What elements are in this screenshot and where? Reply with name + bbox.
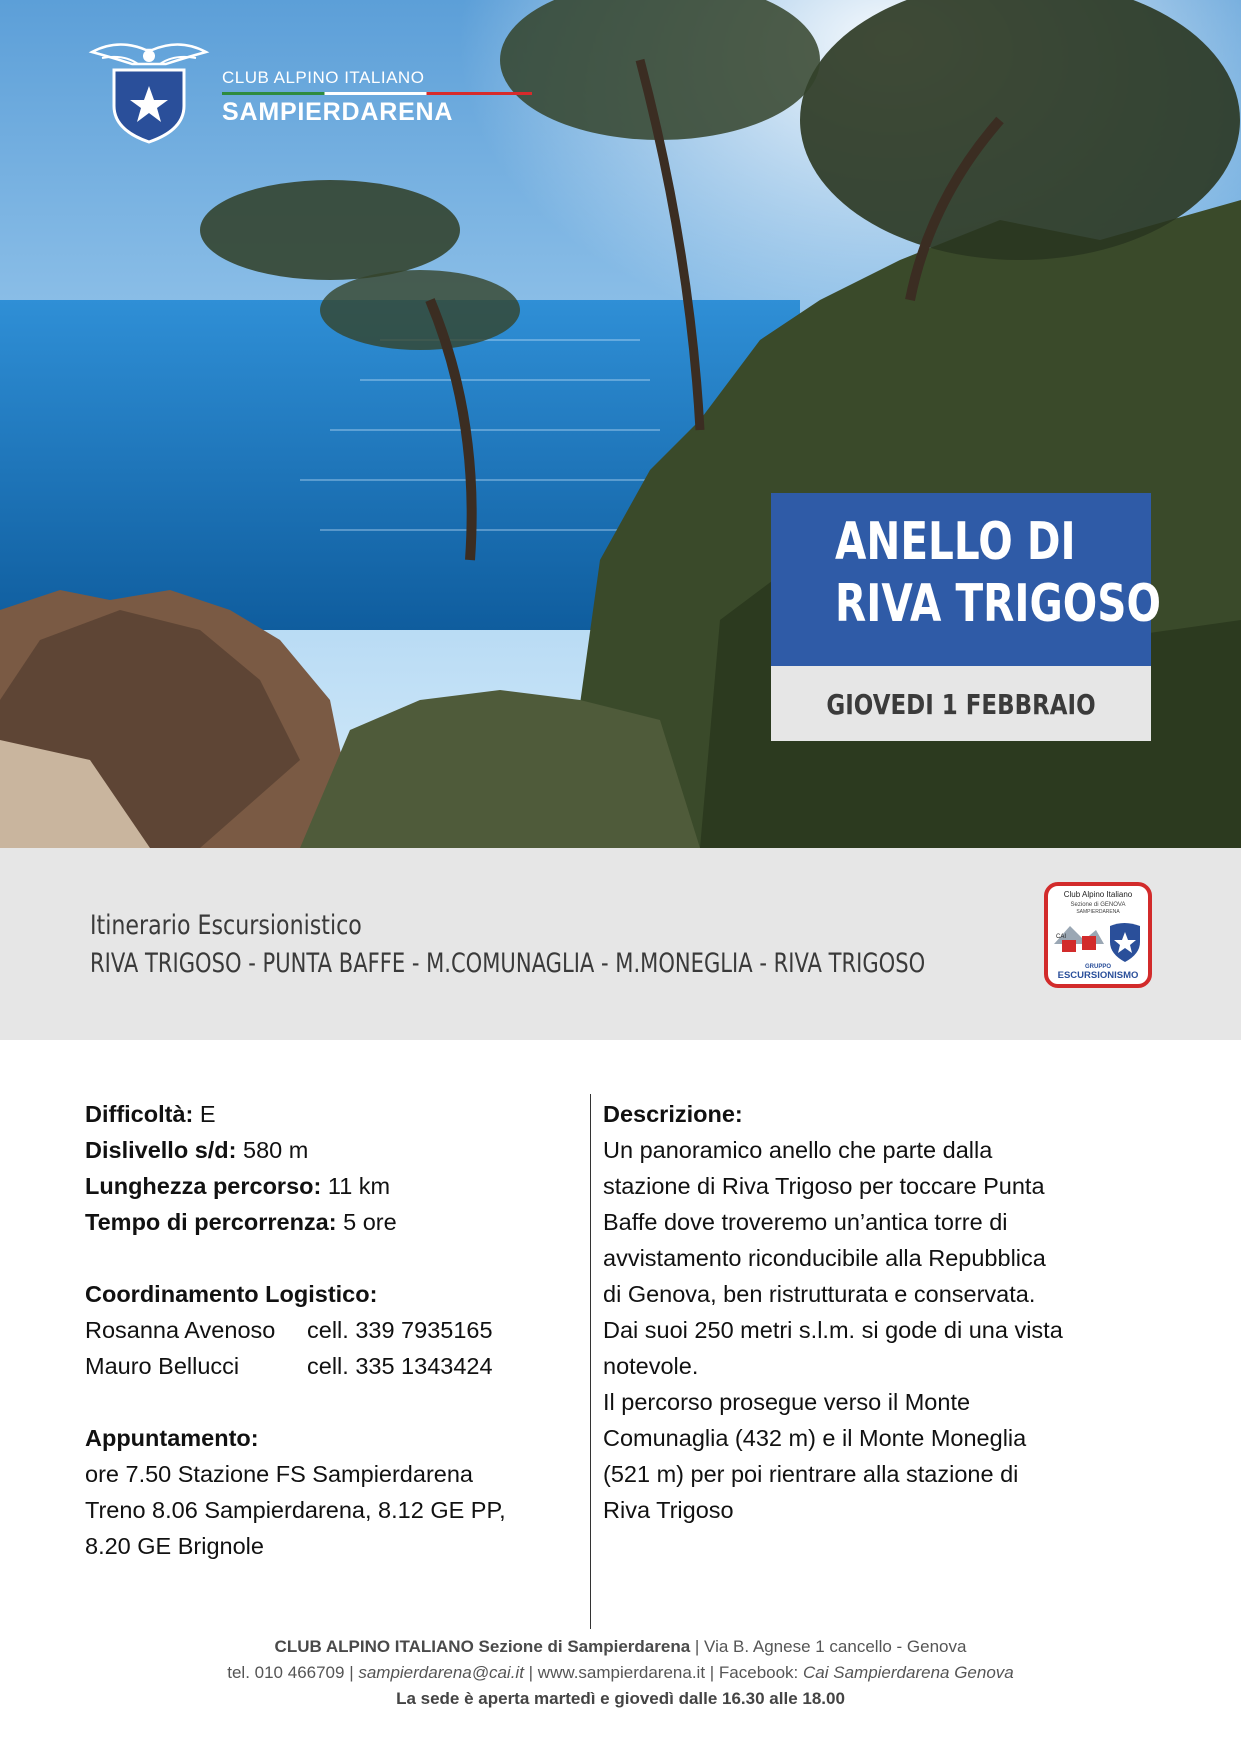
event-title: [835, 511, 1161, 635]
description-line: Un panoramico anello che parte dalla: [603, 1137, 993, 1163]
contact-phone: cell. 335 1343424: [307, 1353, 493, 1379]
column-divider: [590, 1094, 591, 1629]
event-title-box: [771, 493, 1161, 666]
event-title-line2: RIVA TRIGOSO: [835, 574, 1161, 634]
footer-facebook-link[interactable]: Cai Sampierdarena Genova: [803, 1663, 1014, 1682]
description-line: Il percorso prosegue verso il Monte: [603, 1389, 971, 1415]
contact-phone: cell. 339 7935165: [307, 1317, 493, 1343]
footer-hours: La sede è aperta martedì e giovedì dalle 16.30 alle 18.00: [396, 1689, 845, 1708]
contact-row: [85, 1312, 585, 1348]
length-row: [85, 1168, 585, 1204]
footer-org: CLUB ALPINO ITALIANO Sezione di Sampierdarena: [274, 1637, 691, 1656]
event-date: GIOVEDI 1 FEBBRAIO: [826, 688, 1096, 721]
description-heading: Descrizione:: [603, 1101, 743, 1127]
badge-line3: SAMPIERDARENA: [1076, 909, 1120, 915]
description-column: [603, 1096, 1163, 1528]
difficulty-label: Difficoltà:: [85, 1101, 194, 1127]
footer-address: | Via B. Agnese 1 cancello - Genova: [690, 1637, 967, 1656]
footer-contact-line: [0, 1660, 1241, 1686]
meeting-line: ore 7.50 Stazione FS Sampierdarena: [85, 1461, 473, 1487]
contact-name: Mauro Bellucci: [85, 1353, 240, 1379]
meeting-heading: Appuntamento:: [85, 1425, 259, 1451]
badge-line2: Sezione di GENOVA: [1070, 902, 1126, 908]
details-column: [85, 1096, 585, 1564]
itinerary-route: RIVA TRIGOSO - PUNTA BAFFE - M.COMUNAGLIA - M.MONEGLIA - RIVA TRIGOSO: [90, 948, 926, 979]
cai-eagle-emblem-icon: [88, 34, 210, 144]
description-line: Baffe dove troveremo un’antica torre di: [603, 1209, 1008, 1235]
footer-tel: tel. 010 466709 |: [227, 1663, 359, 1682]
club-name: CLUB ALPINO ITALIANO: [222, 68, 425, 87]
footer-address-line: [0, 1634, 1241, 1660]
description-line: Comunaglia (432 m) e il Monte Moneglia: [603, 1425, 1027, 1451]
hero-photo: [0, 0, 1241, 848]
badge-gruppo: GRUPPO: [1084, 964, 1112, 970]
footer-email-link[interactable]: sampierdarena@cai.it: [358, 1663, 524, 1682]
contact-name: Rosanna Avenoso: [85, 1317, 276, 1343]
description-line: di Genova, ben ristrutturata e conservata.: [603, 1281, 1036, 1307]
time-label: Tempo di percorrenza:: [85, 1209, 337, 1235]
itinerary-band: [0, 848, 1241, 1040]
tricolor-stripe: [222, 92, 532, 95]
description-line: notevole.: [603, 1353, 699, 1379]
meeting-line: Treno 8.06 Sampierdarena, 8.12 GE PP,: [85, 1497, 506, 1523]
description-line: (521 m) per poi rientrare alla stazione di: [603, 1461, 1019, 1487]
itinerary-subtitle: Itinerario Escursionistico: [90, 910, 362, 941]
event-title-line1: ANELLO DI: [835, 512, 1076, 572]
length-label: Lunghezza percorso:: [85, 1173, 322, 1199]
description-line: Riva Trigoso: [603, 1497, 734, 1523]
time-row: [85, 1204, 585, 1240]
event-date-box: [771, 666, 1151, 741]
elevation-label: Dislivello s/d:: [85, 1137, 237, 1163]
time-value: 5 ore: [336, 1209, 397, 1235]
badge-line1: Club Alpino Italiano: [1063, 890, 1133, 899]
description-line: stazione di Riva Trigoso per toccare Punta: [603, 1173, 1045, 1199]
description-line: avvistamento riconducibile alla Repubblica: [603, 1245, 1046, 1271]
difficulty-value: E: [193, 1101, 216, 1127]
cai-sampierdarena-logo: [88, 34, 458, 144]
meeting-line: 8.20 GE Brignole: [85, 1533, 264, 1559]
elevation-value: 580 m: [236, 1137, 309, 1163]
difficulty-row: [85, 1096, 585, 1132]
contact-row: [85, 1348, 585, 1384]
section-name: SAMPIERDARENA: [222, 98, 454, 126]
badge-cai: CAI: [1056, 934, 1067, 940]
badge-escursionismo: ESCURSIONISMO: [1057, 970, 1139, 981]
gruppo-escursionismo-badge-icon: [1044, 882, 1152, 988]
description-line: Dai suoi 250 metri s.l.m. si gode di una vista: [603, 1317, 1063, 1343]
elevation-row: [85, 1132, 585, 1168]
length-value: 11 km: [321, 1173, 391, 1199]
footer-web: | www.sampierdarena.it | Facebook:: [523, 1663, 804, 1682]
logistics-heading: Coordinamento Logistico:: [85, 1281, 378, 1307]
